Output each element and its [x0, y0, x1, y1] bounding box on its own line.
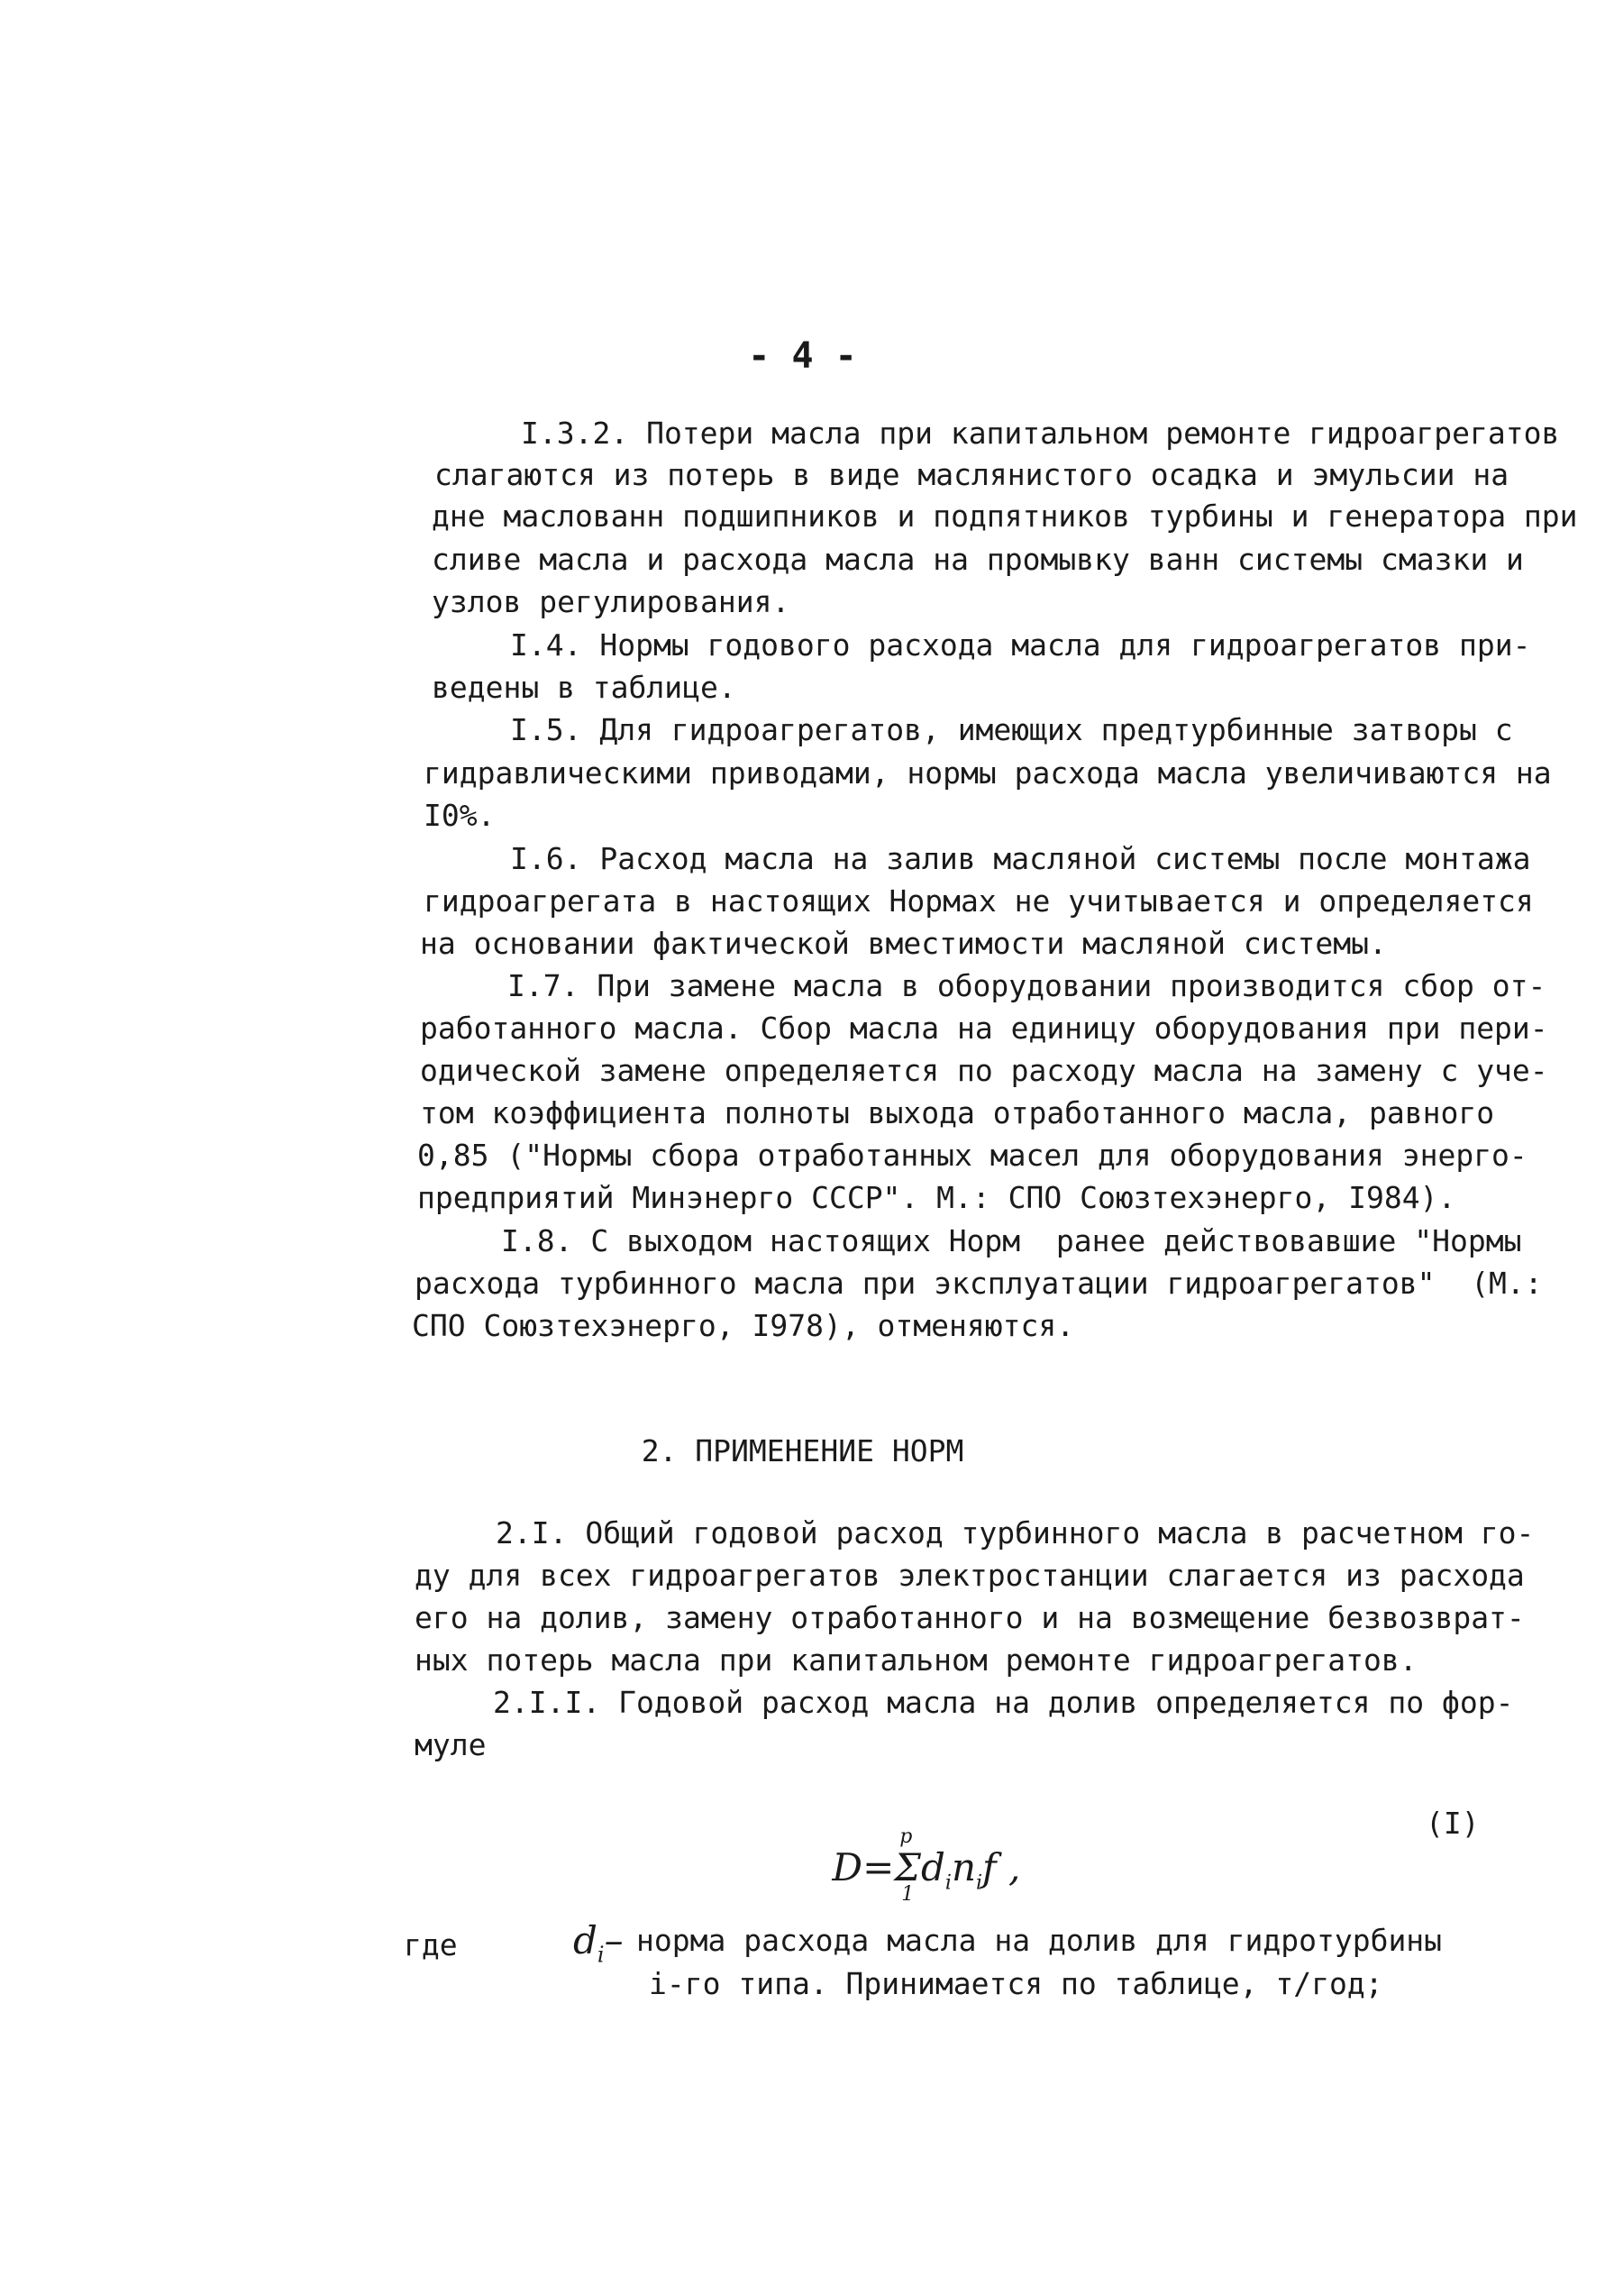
- symbol-index: i: [597, 1942, 605, 1968]
- where-symbol: [573, 1918, 624, 1967]
- page-number: - 4 -: [748, 335, 857, 377]
- where-line-2: i-го типа. Принимается по таблице, т/год;: [649, 1966, 1383, 2001]
- paragraph-line: СПО Союзтехэнерго, I978), отменяются.: [412, 1308, 1075, 1343]
- paragraph-line: 0,85 ("Нормы сбора отработанных масел для оборудования энерго-: [417, 1138, 1527, 1173]
- formula-sum-sign: Σ: [894, 1845, 921, 1889]
- where-line-1: норма расхода масла на долив для гидротурбины: [636, 1923, 1443, 1958]
- section-heading: 2. ПРИМЕНЕНИЕ НОРМ: [641, 1433, 964, 1468]
- paragraph-line: 2.I. Общий годовой расход турбинного масла в расчетном го-: [496, 1515, 1535, 1550]
- paragraph-line: I.8. С выходом настоящих Норм ранее действовавшие "Нормы: [501, 1223, 1522, 1258]
- paragraph-line: на основании фактической вместимости масляной системы.: [420, 926, 1387, 961]
- paragraph-line: ных потерь масла при капитальном ремонте гидроагрегатов.: [415, 1642, 1418, 1678]
- formula-sum-lower: 1: [901, 1883, 915, 1906]
- formula-term-f: f: [982, 1845, 997, 1889]
- paragraph-line: том коэффициента полноты выхода отработанного масла, равного: [420, 1095, 1495, 1130]
- formula-term-d: d: [921, 1845, 945, 1889]
- paragraph-line: муле: [415, 1727, 487, 1762]
- paragraph-line: 2.I.I. Годовой расход масла на долив определяется по фор-: [493, 1685, 1514, 1720]
- formula-1: [784, 1801, 1020, 1938]
- paragraph-line: ду для всех гидроагрегатов электростанции слагается из расхода: [415, 1558, 1525, 1593]
- paragraph-line: I.5. Для гидроагрегатов, имеющих предтурбинные затворы с: [510, 712, 1513, 747]
- formula-equals: =: [862, 1845, 895, 1889]
- formula-sum-upper: p: [899, 1825, 913, 1848]
- formula-term-n: n: [951, 1845, 976, 1889]
- symbol-letter: d: [573, 1918, 597, 1962]
- paragraph-line: работанного масла. Сбор масла на единицу оборудования при пери-: [420, 1011, 1548, 1046]
- formula-index: i: [944, 1871, 952, 1895]
- formula-index: i: [976, 1871, 983, 1895]
- paragraph-line: гидравлическими приводами, нормы расхода масла увеличиваются на: [424, 755, 1552, 791]
- paragraph-line: I.6. Расход масла на залив масляной системы после монтажа: [510, 841, 1531, 876]
- symbol-dash: –: [604, 1918, 624, 1962]
- paragraph-line: сливе масла и расхода масла на промывку ванн системы смазки и: [432, 542, 1524, 577]
- paragraph-line: I0%.: [424, 798, 496, 833]
- paragraph-line: предприятий Минэнерго СССР". М.: СПО Союзтехэнерго, I984).: [417, 1180, 1456, 1215]
- formula-number: (I): [1426, 1806, 1480, 1841]
- paragraph-line: I.7. При замене масла в оборудовании производится сбор от-: [507, 968, 1546, 1003]
- paragraph-line: I.3.2. Потери масла при капитальном ремонте гидроагрегатов: [521, 416, 1560, 451]
- paragraph-line: ведены в таблице.: [432, 670, 736, 705]
- paragraph-line: узлов регулирования.: [432, 584, 790, 619]
- paragraph-line: его на долив, замену отработанного и на возмещение безвозврат-: [415, 1600, 1525, 1635]
- paragraph-line: дне маслованн подшипников и подпятников турбины и генератора при: [432, 499, 1578, 534]
- where-label: где: [404, 1927, 458, 1962]
- paragraph-line: слагаются из потерь в виде маслянистого осадка и эмульсии на: [434, 457, 1509, 492]
- paragraph-line: гидроагрегата в настоящих Нормах не учитывается и определяется: [424, 883, 1534, 919]
- paragraph-line: I.4. Нормы годового расхода масла для гидроагрегатов при-: [510, 627, 1531, 663]
- paragraph-line: одической замене определяется по расходу масла на замену с уче-: [420, 1053, 1548, 1088]
- formula-lhs: D: [832, 1845, 863, 1889]
- formula-tail: ,: [996, 1845, 1021, 1889]
- paragraph-line: расхода турбинного масла при эксплуатации гидроагрегатов" (М.:: [415, 1266, 1543, 1301]
